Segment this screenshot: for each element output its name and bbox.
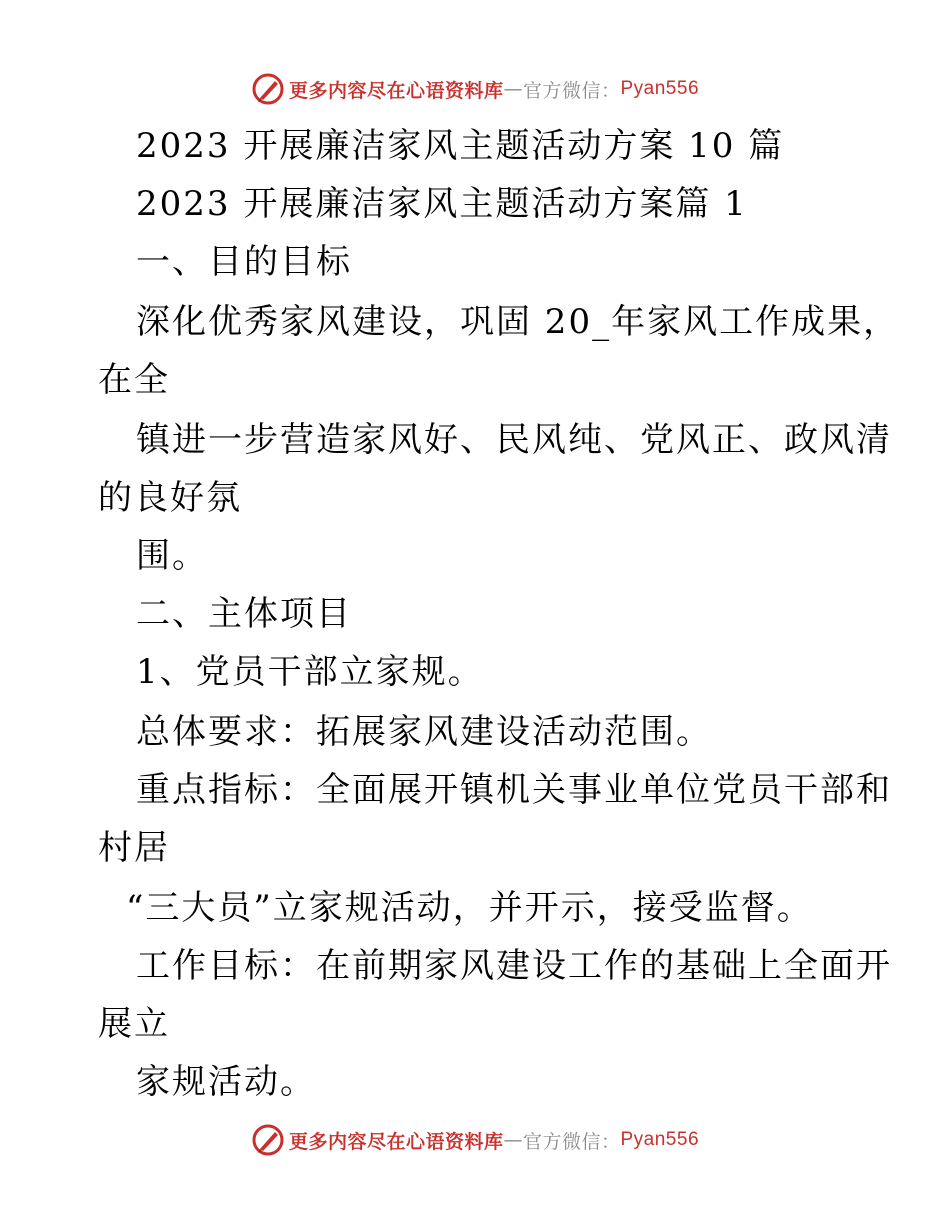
document-subtitle: 2023 开展廉洁家风主题活动方案篇 1 <box>136 184 748 224</box>
watermark-brand-text: 更多内容尽在心语资料库 <box>288 79 504 102</box>
paragraph-line: 工作目标：在前期家风建设工作的基础上全面开 <box>136 946 892 986</box>
paragraph-line: 在全 <box>98 360 170 400</box>
paragraph-line: “三大员”立家规活动，并开示，接受监督。 <box>126 888 813 928</box>
paragraph-line: 村居 <box>98 828 170 868</box>
header-watermark <box>0 69 950 109</box>
paragraph-line: 总体要求：拓展家风建设活动范围。 <box>136 712 712 752</box>
paragraph-line: 深化优秀家风建设，巩固 20_年家风工作成果， <box>136 302 900 342</box>
quill-pen-logo-icon <box>251 72 285 106</box>
watermark-wechat-id: Pyan556 <box>620 78 700 99</box>
document-title: 2023 开展廉洁家风主题活动方案 10 篇 <box>136 126 785 166</box>
paragraph-line: 展立 <box>98 1004 170 1044</box>
section-heading-2: 二、主体项目 <box>136 594 352 634</box>
paragraph-line: 的良好氛 <box>98 478 242 518</box>
paragraph-line: 重点指标：全面展开镇机关事业单位党员干部和 <box>136 770 892 810</box>
paragraph-line: 镇进一步营造家风好、民风纯、党风正、政风清 <box>136 420 892 460</box>
paragraph-line: 围。 <box>136 536 208 576</box>
paragraph-line: 家规活动。 <box>136 1062 316 1102</box>
quill-pen-logo-icon <box>251 1123 285 1157</box>
footer-watermark <box>0 1120 950 1160</box>
watermark-separator: — <box>503 1129 523 1151</box>
watermark-brand-text: 更多内容尽在心语资料库 <box>288 1130 504 1153</box>
watermark-wechat-label: 官方微信： <box>522 79 621 102</box>
watermark-separator: — <box>503 78 523 100</box>
watermark-wechat-label: 官方微信： <box>522 1130 621 1153</box>
watermark-wechat-id: Pyan556 <box>620 1129 700 1150</box>
list-item-heading: 1、党员干部立家规。 <box>136 652 484 692</box>
section-heading-1: 一、目的目标 <box>136 242 352 282</box>
